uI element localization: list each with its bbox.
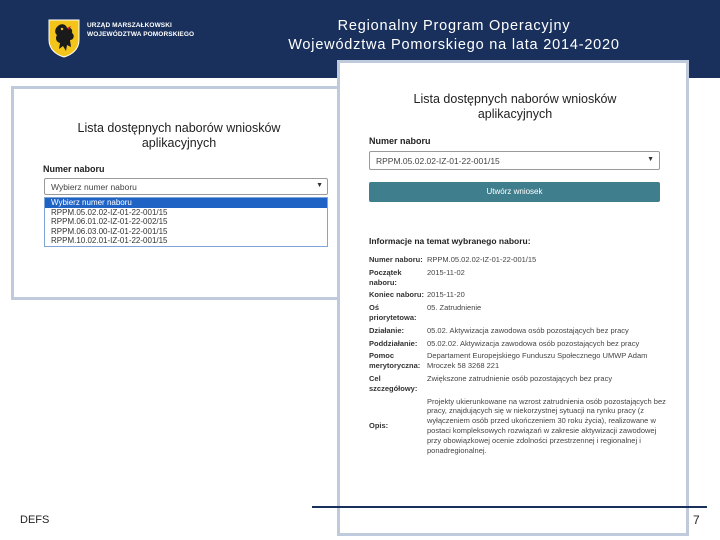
option-placeholder[interactable]: Wybierz numer naboru [45, 198, 327, 208]
info-key: Koniec naboru: [369, 290, 425, 300]
info-row [369, 255, 669, 268]
info-row [369, 397, 669, 459]
recruitment-number-select[interactable] [44, 178, 328, 195]
info-key: Cel szczegółowy: [369, 373, 418, 393]
select-value: Wybierz numer naboru [51, 182, 137, 192]
option-recruitment[interactable]: RPPM.05.02.02-IZ-01-22-001/15 [51, 207, 168, 217]
info-value: 05. Zatrudnienie [427, 303, 482, 313]
institution-line-1: URZĄD MARSZAŁKOWSKI [87, 22, 172, 29]
slide-title-line-2: Województwa Pomorskiego na lata 2014-2020 [288, 37, 620, 53]
info-key: Poddziałanie: [369, 338, 418, 348]
recruitment-info-table [369, 255, 669, 458]
info-row [369, 351, 669, 374]
info-value: Projekty ukierunkowane na wzrost zatrudnienia osób pozostających bez pracy, znajdujących się w niekorzystnej sytuacji na rynku pracy (z wyłączeniem osób przed ukończeniem 30 roku życia), realizowane w postaci kompleksowych rozwiązań w zakresie aktywizacji zawodowej przy obowiązkowej ocenie zdolności przestrzennej i regionalnej i ponadregionalnej. [427, 396, 666, 455]
info-key: Pomoc merytoryczna: [369, 351, 421, 371]
footer-label: DEFS [20, 514, 50, 526]
heading-line-2: aplikacyjnych [477, 107, 553, 121]
option-recruitment[interactable]: RPPM.06.03.00-IZ-01-22-001/15 [51, 226, 168, 236]
dropdown-arrow-icon: ▼ [647, 156, 654, 163]
info-row [369, 303, 669, 326]
info-value: RPPM.05.02.02-IZ-01-22-001/15 [427, 255, 537, 264]
info-value: 05.02.02. Aktywizacja zawodowa osób pozostających bez pracy [427, 338, 640, 348]
info-row [369, 326, 669, 339]
dropdown-open-screenshot [11, 86, 341, 300]
institution-name [87, 22, 194, 39]
info-value: 05.02. Aktywizacja zawodowa osób pozostających bez pracy [427, 325, 629, 335]
recruitment-options-list[interactable] [44, 197, 328, 247]
info-value: Zwiększone zatrudnienie osób pozostających bez pracy [427, 373, 613, 383]
create-application-button[interactable]: Utwórz wniosek [369, 182, 660, 202]
info-key: Opis: [369, 421, 389, 431]
info-key: Oś priorytetowa: [369, 303, 417, 322]
recruitment-number-select[interactable] [369, 151, 660, 170]
info-value: Departament Europejskiego Funduszu Społecznego UMWP Adam Mroczek 58 3268 221 [427, 351, 648, 371]
info-key: Działanie: [369, 325, 405, 335]
recruitment-details-screenshot [337, 60, 689, 536]
slide-title [214, 17, 694, 55]
recruitment-list-heading [44, 121, 314, 151]
page-number: 7 [693, 513, 700, 527]
slide-title-line-1: Regionalny Program Operacyjny [337, 18, 571, 34]
select-value: RPPM.05.02.02-IZ-01-22-001/15 [376, 156, 500, 166]
info-value: 2015-11-20 [427, 290, 465, 300]
heading-line-1: Lista dostępnych naborów wniosków [413, 92, 617, 106]
recruitment-info-heading: Informacje na temat wybranego naboru: [369, 236, 531, 246]
info-row [369, 374, 669, 397]
griffin-coat-of-arms-icon [47, 18, 81, 58]
recruitment-number-label: Numer naboru [369, 136, 431, 146]
institution-line-2: WOJEWÓDZTWA POMORSKIEGO [87, 30, 195, 38]
recruitment-list-heading [370, 92, 660, 122]
info-row [369, 339, 669, 352]
heading-line-1: Lista dostępnych naborów wniosków [77, 121, 281, 135]
dropdown-arrow-icon: ▼ [316, 182, 323, 189]
option-recruitment[interactable]: RPPM.10.02.01-IZ-01-22-001/15 [51, 236, 168, 245]
info-key: Początek naboru: [369, 267, 402, 287]
option-recruitment[interactable]: RPPM.06.01.02-IZ-01-22-002/15 [51, 217, 168, 226]
info-value: 2015-11-02 [427, 267, 465, 277]
info-row [369, 290, 669, 303]
heading-line-2: aplikacyjnych [141, 136, 217, 150]
footer-divider [312, 506, 707, 508]
recruitment-number-label: Numer naboru [43, 164, 105, 174]
info-row [369, 268, 669, 291]
info-key: Numer naboru: [369, 255, 423, 264]
